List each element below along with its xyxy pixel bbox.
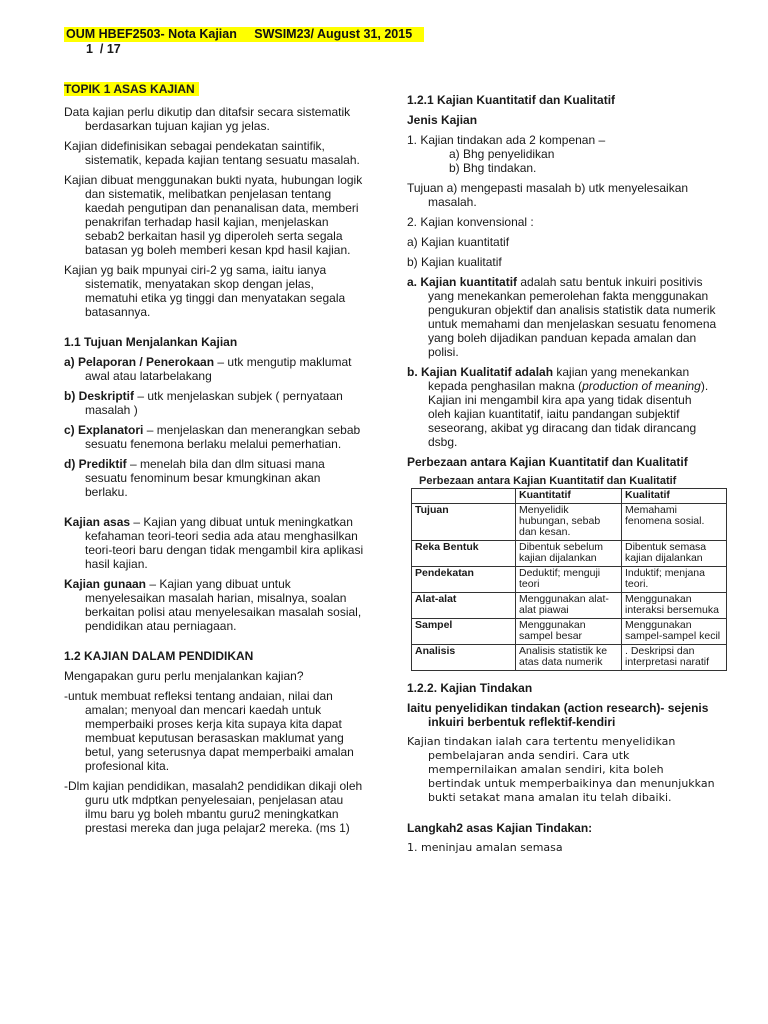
perbezaan-title: Perbezaan antara Kajian Kuantitatif dan Kualitatif bbox=[407, 455, 688, 469]
table-row-label: Pendekatan bbox=[412, 567, 516, 593]
kajian-asas-definition: Kajian asas – Kajian yang dibuat untuk meningkatkan kefahaman teori-teori sedia ada atau menghasilkan teori-teori baru dengan tidak mengambil kira aplikasi hasil kajian. bbox=[64, 515, 364, 571]
section-1-2-1-title: 1.2.1 Kajian Kuantitatif dan Kualitatif bbox=[407, 93, 616, 107]
kajian-gunaan-definition: Kajian gunaan – Kajian yang dibuat untuk menyelesaikan masalah harian, misalnya, soalan berkaitan polisi atau menyelesaikan masalah sosial, pendidikan atau perniagaan. bbox=[64, 577, 362, 633]
list-item: 2. Kajian konvensional : bbox=[407, 215, 534, 229]
langkah-title: Langkah2 asas Kajian Tindakan: bbox=[407, 821, 593, 835]
list-item: 1. Kajian tindakan ada 2 kompenan – a) Bhg penyelidikan b) Bhg tindakan. bbox=[407, 133, 606, 175]
table-header-row bbox=[412, 489, 727, 504]
kuantitatif-definition: a. Kajian kuantitatif adalah satu bentuk inkuiri positivis yang menekankan pemerolehan fakta menggunakan pengukuran objektif dan analisis statistik data numerik untuk memahami dan menjelaskan sesuatu fenomena yang boleh dijadikan panduan kepada amalan dan polisi. bbox=[407, 275, 717, 359]
section-1-1-title: 1.1 Tujuan Menjalankan Kajian bbox=[64, 335, 238, 349]
section-1-2-paragraph: -Dlm kajian pendidikan, masalah2 pendidikan dikaji oleh guru utk mdptkan penyelesaian, penjelasan atau ilmu baru yg boleh mbantu guru2 meningkatkan prestasi mereka dan juga pelajar2 mereka. (ms 1) bbox=[64, 779, 363, 835]
intro-paragraph: Kajian dibuat menggunakan bukti nyata, hubungan logik dan sistematik, melibatkan penjelasan tentang kaedah pengutipan dan penanalisan data, memberi penakrifan terhadap hasil kajian, menjelaskan sebab2 berkaitan hasil yg diperoleh serta segala batasan yg boleh memberi kesan kpd hasil kajian. bbox=[64, 173, 363, 257]
table-row-label: Alat-alat bbox=[412, 593, 516, 619]
table-row bbox=[412, 619, 727, 645]
intro-paragraph: Data kajian perlu dikutip dan ditafsir secara sistematik berdasarkan tujuan kajian yg jelas. bbox=[64, 105, 351, 133]
table-cell: Dibentuk semasa kajian dijalankan bbox=[622, 541, 727, 567]
section-1-2-2-title: 1.2.2. Kajian Tindakan bbox=[407, 681, 533, 695]
table-cell: Menggunakan sampel-sampel kecil bbox=[622, 619, 727, 645]
table-row-label: Analisis bbox=[412, 645, 516, 671]
purpose-item: c) Explanatori – menjelaskan dan menerangkan sebab sesuatu fenemona berlaku melalui pemerhatian. bbox=[64, 423, 361, 451]
header-title: OUM HBEF2503- Nota Kajian SWSIM23/ August 31, 2015 bbox=[64, 27, 424, 42]
right-column bbox=[407, 93, 721, 861]
table-cell: Dibentuk sebelum kajian dijalankan bbox=[516, 541, 622, 567]
table-row bbox=[412, 567, 727, 593]
table-cell: Menggunakan interaksi bersemuka bbox=[622, 593, 727, 619]
table-cell: Analisis statistik ke atas data numerik bbox=[516, 645, 622, 671]
purpose-item: b) Deskriptif – utk menjelaskan subjek ( pernyataan masalah ) bbox=[64, 389, 343, 417]
intro-paragraph: Kajian didefinisikan sebagai pendekatan saintifik, sistematik, kepada kajian tentang sesuatu masalah. bbox=[64, 139, 360, 167]
table-cell: Menggunakan alat-alat piawai bbox=[516, 593, 622, 619]
table-cell: Menggunakan sampel besar bbox=[516, 619, 622, 645]
intro-paragraph: Kajian yg baik mpunyai ciri-2 yg sama, iaitu ianya sistematik, menyatakan skop dengan jelas, mematuhi etika yg tinggi dan menyatakan segala batasannya. bbox=[64, 263, 346, 319]
table-row-label: Reka Bentuk bbox=[412, 541, 516, 567]
left-column bbox=[64, 80, 364, 841]
table-cell: Deduktif; menguji teori bbox=[516, 567, 622, 593]
table-header-cell: Kuantitatif bbox=[516, 489, 622, 504]
langkah-item: 1. meninjau amalan semasa bbox=[407, 841, 563, 854]
table-cell: . Deskripsi dan interpretasi naratif bbox=[622, 645, 727, 671]
tindakan-description: Kajian tindakan ialah cara tertentu menyelidikan pembelajaran anda sendiri. Cara utk mempernilaikan amalan sendiri, kita boleh bertindak untuk memperbaikinya dan menunjukkan bukti setakat mana amalan itu telah dibaiki. bbox=[407, 735, 715, 804]
table-cell: Memahami fenomena sosial. bbox=[622, 504, 727, 541]
section-1-2-paragraph: Mengapakan guru perlu menjalankan kajian? bbox=[64, 669, 304, 683]
table-row-label: Sampel bbox=[412, 619, 516, 645]
table-cell: Induktif; menjana teori. bbox=[622, 567, 727, 593]
comparison-table bbox=[411, 488, 727, 671]
table-caption: Perbezaan antara Kajian Kuantitatif dan Kualitatif bbox=[419, 475, 677, 487]
table-header-cell bbox=[412, 489, 516, 504]
topic-title: TOPIK 1 ASAS KAJIAN bbox=[64, 82, 199, 96]
kualitatif-definition: b. Kajian Kualitatif adalah kajian yang menekankan kepada penghasilan makna (production of meaning). Kajian ini mengambil kira apa yang tidak disentuh oleh kajian kuantitatif, iaitu pandangan subjektif seseorang, akibat yg diracang dan tidak dirancang dsbg. bbox=[407, 365, 709, 449]
tujuan-paragraph: Tujuan a) mengepasti masalah b) utk menyelesaikan masalah. bbox=[407, 181, 689, 209]
table-header-cell: Kualitatif bbox=[622, 489, 727, 504]
section-1-2-paragraph: -untuk membuat refleksi tentang andaian, nilai dan amalan; menyoal dan mencari kaedah untuk memperbaiki proses kerja kita supaya kita dapat membuat keputusan berasaskan maklumat yang betul, yang seterusnya dapat memperbaiki amalan profesional kita. bbox=[64, 689, 354, 773]
table-row-label: Tujuan bbox=[412, 504, 516, 541]
section-1-2-title: 1.2 KAJIAN DALAM PENDIDIKAN bbox=[64, 649, 254, 663]
page-number: 1 / 17 bbox=[86, 42, 121, 56]
table-row bbox=[412, 541, 727, 567]
purpose-item: a) Pelaporan / Penerokaan – utk mengutip maklumat awal atau latarbelakang bbox=[64, 355, 352, 383]
table-row bbox=[412, 504, 727, 541]
table-cell: Menyelidik hubungan, sebab dan kesan. bbox=[516, 504, 622, 541]
list-item: b) Kajian kualitatif bbox=[407, 255, 502, 269]
iaitu-paragraph: Iaitu penyelidikan tindakan (action research)- sejenis inkuiri berbentuk reflektif-kendiri bbox=[407, 701, 709, 729]
comparison-table-figure bbox=[407, 475, 721, 671]
table-row bbox=[412, 593, 727, 619]
page-header bbox=[64, 27, 424, 56]
jenis-kajian-title: Jenis Kajian bbox=[407, 113, 478, 127]
purpose-item: d) Prediktif – menelah bila dan dlm situasi mana sesuatu fenominum besar kmungkinan akan berlaku. bbox=[64, 457, 325, 499]
list-item: a) Kajian kuantitatif bbox=[407, 235, 510, 249]
table-row bbox=[412, 645, 727, 671]
